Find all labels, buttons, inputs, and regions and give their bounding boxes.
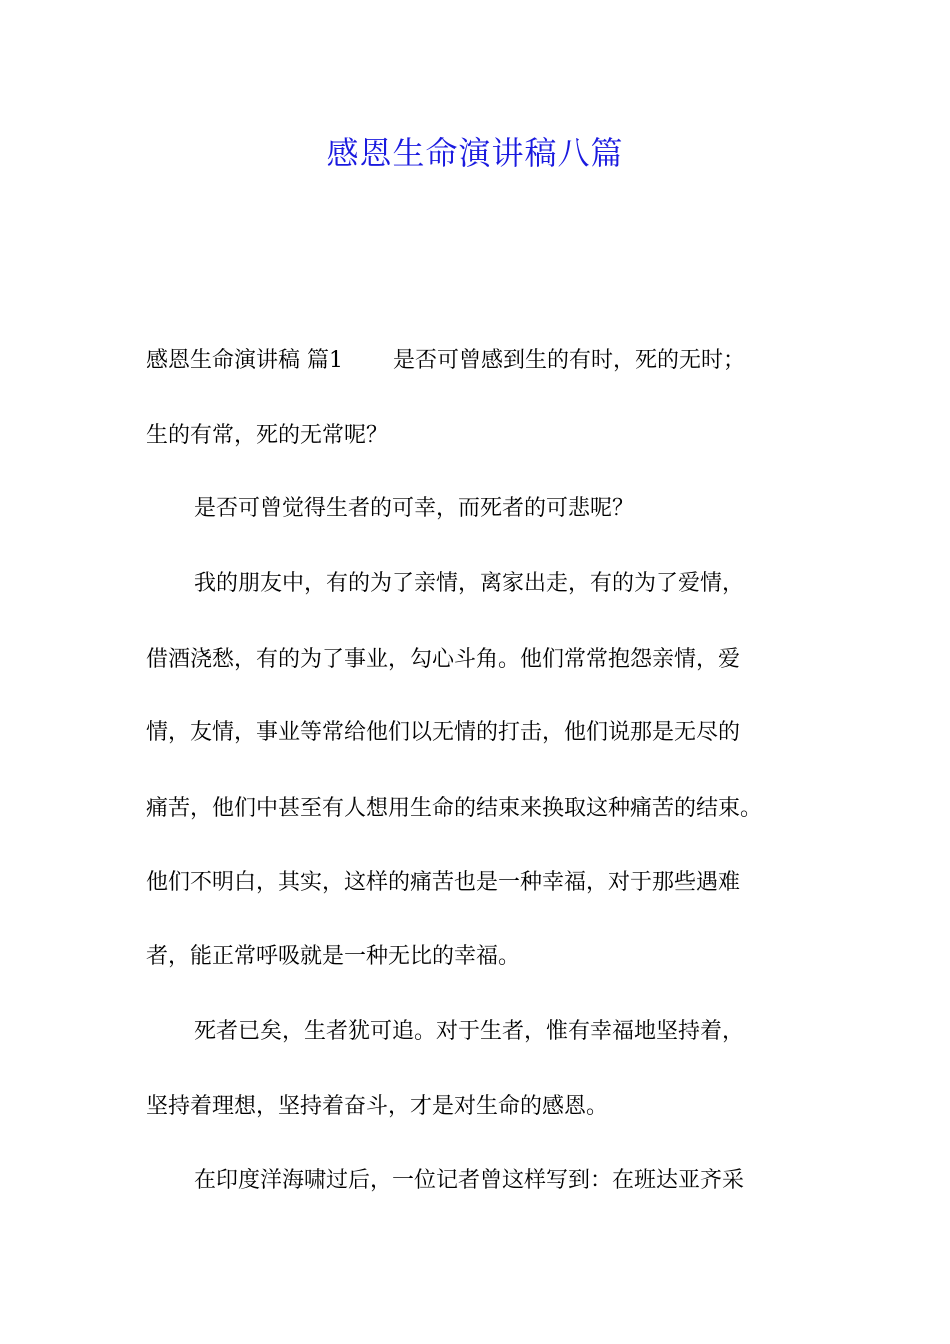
document-title: 感恩生命演讲稿八篇 [326,134,624,172]
paragraph-line-3: 是否可曾觉得生者的可幸，而死者的可悲呢？ [194,496,635,521]
paragraph-line-6: 情，友情，事业等常给他们以无情的打击，他们说那是无尽的 [146,720,741,745]
paragraph-line-8: 他们不明白，其实，这样的痛苦也是一种幸福，对于那些遇难 [146,870,741,895]
paragraph-line-1 [146,346,826,376]
paragraph-line-12: 在印度洋海啸过后，一位记者曾这样写到：在班达亚齐采 [194,1168,745,1193]
paragraph-line-9: 者，能正常呼吸就是一种无比的幸福。 [146,944,521,969]
paragraph-line-4: 我的朋友中，有的为了亲情，离家出走，有的为了爱情， [194,571,745,596]
paragraph-line-10: 死者已矣，生者犹可追。对于生者，惟有幸福地坚持着， [194,1019,745,1044]
section-heading: 感恩生命演讲稿 篇1 [146,348,343,373]
line-text: 是否可曾感到生的有时，死的无时； [393,348,746,373]
paragraph-line-2: 生的有常，死的无常呢？ [146,423,389,448]
paragraph-line-11: 坚持着理想，坚持着奋斗，才是对生命的感恩。 [146,1094,609,1119]
paragraph-line-5: 借酒浇愁，有的为了事业，勾心斗角。他们常常抱怨亲情，爱 [146,647,741,672]
paragraph-line-7: 痛苦，他们中甚至有人想用生命的结束来换取这种痛苦的结束。 [146,796,763,821]
